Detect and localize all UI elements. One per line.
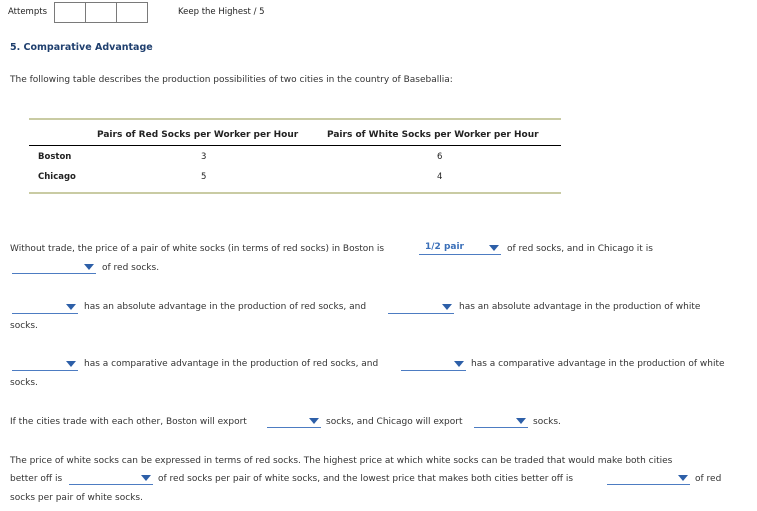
table-bottom-rule	[29, 192, 561, 194]
para2-text-c: socks.	[10, 321, 38, 331]
attempt-box	[54, 2, 86, 23]
para3-text-b: has a comparative advantage in the production of white	[471, 359, 725, 369]
header-white-socks: Pairs of White Socks per Worker per Hour	[327, 130, 539, 140]
absolute-advantage-red-dropdown[interactable]	[12, 302, 78, 314]
para1-text-c: of red socks.	[102, 263, 160, 273]
question-intro: The following table describes the production possibilities of two cities in the country of Baseballia:	[10, 75, 453, 85]
row-label-boston: Boston	[38, 152, 72, 162]
chevron-down-icon	[489, 245, 499, 251]
table-top-rule	[29, 118, 561, 120]
cell-boston-white: 6	[437, 152, 443, 162]
para3-text-c: socks.	[10, 378, 38, 388]
chicago-price-dropdown[interactable]	[12, 262, 96, 274]
para5-line1: The price of white socks can be expressed in terms of red socks. The highest price at which white socks can be traded that would make both cities	[10, 456, 673, 466]
attempt-box	[116, 2, 148, 23]
cell-chicago-red: 5	[201, 172, 207, 182]
chevron-down-icon	[309, 418, 319, 424]
row-label-chicago: Chicago	[38, 172, 76, 182]
attempt-box	[85, 2, 117, 23]
comparative-advantage-white-dropdown[interactable]	[401, 359, 466, 371]
attempts-label: Attempts	[8, 7, 47, 17]
para1-text-b: of red socks, and in Chicago it is	[507, 244, 653, 254]
chevron-down-icon	[454, 361, 464, 367]
chevron-down-icon	[66, 361, 76, 367]
para5-line3: socks per pair of white socks.	[10, 493, 143, 503]
para5-text-b: of red socks per pair of white socks, and the lowest price that makes both cities better off is	[158, 474, 574, 484]
lowest-price-dropdown[interactable]	[607, 473, 690, 485]
boston-price-dropdown[interactable]	[419, 243, 501, 255]
comparative-advantage-red-dropdown[interactable]	[12, 359, 78, 371]
boston-price-value: 1/2 pair	[425, 242, 464, 252]
cell-boston-red: 3	[201, 152, 207, 162]
highest-price-dropdown[interactable]	[69, 473, 153, 485]
para4-text-c: socks.	[533, 417, 561, 427]
question-title: 5. Comparative Advantage	[10, 42, 153, 53]
chevron-down-icon	[84, 264, 94, 270]
para2-text-a: has an absolute advantage in the production of red socks, and	[84, 302, 367, 312]
para2-text-b: has an absolute advantage in the production of white	[459, 302, 701, 312]
chevron-down-icon	[66, 304, 76, 310]
para5-text-c: of red	[695, 474, 722, 484]
chicago-export-dropdown[interactable]	[474, 416, 528, 428]
para4-text-b: socks, and Chicago will export	[326, 417, 463, 427]
para1-text-a: Without trade, the price of a pair of white socks (in terms of red socks) in Boston is	[10, 244, 385, 254]
attempt-boxes	[54, 2, 147, 23]
chevron-down-icon	[678, 475, 688, 481]
header-red-socks: Pairs of Red Socks per Worker per Hour	[97, 130, 299, 140]
chevron-down-icon	[141, 475, 151, 481]
table-header-rule	[29, 145, 561, 146]
keep-highest-label: Keep the Highest / 5	[178, 7, 265, 17]
para4-text-a: If the cities trade with each other, Boston will export	[10, 417, 247, 427]
chevron-down-icon	[516, 418, 526, 424]
para3-text-a: has a comparative advantage in the production of red socks, and	[84, 359, 379, 369]
para5-text-a: better off is	[10, 474, 63, 484]
boston-export-dropdown[interactable]	[267, 416, 321, 428]
cell-chicago-white: 4	[437, 172, 443, 182]
chevron-down-icon	[442, 304, 452, 310]
absolute-advantage-white-dropdown[interactable]	[388, 302, 454, 314]
